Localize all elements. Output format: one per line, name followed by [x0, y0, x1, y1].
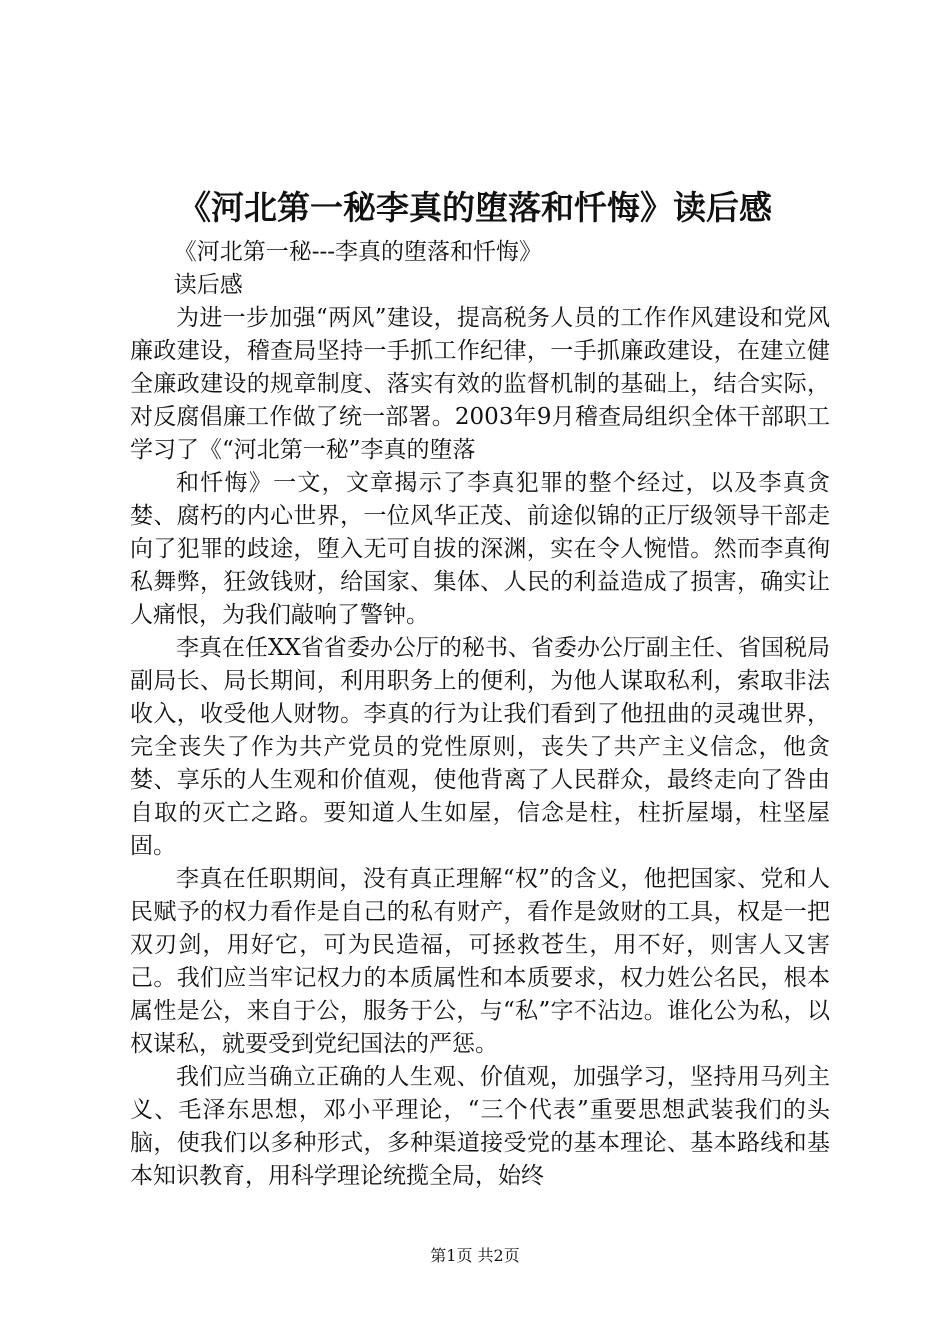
subtitle-line-2: 读后感 — [173, 272, 243, 298]
document-title: 《河北第一秘李真的堕落和忏悔》读后感 — [178, 188, 772, 227]
page-footer: 第1页 共2页 — [430, 1246, 520, 1265]
paragraph-2: 和忏悔》一文，文章揭示了李真犯罪的整个经过，以及李真贪婪、腐朽的内心世界，一位风华正茂、前途似锦的正厅级领导干部走向了犯罪的歧途，堕入无可自拔的深渊，实在令人惋惜。然而李真徇私舞弊，狂敛钱财，给国家、集体、人民的利益造成了损害，确实让人痛恨，为我们敲响了警钟。 — [130, 470, 830, 628]
document-body — [130, 236, 830, 1193]
paragraph-3: 李真在任XX省省委办公厅的秘书、省委办公厅副主任、省国税局副局长、局长期间，利用职务上的便利，为他人谋取私利，索取非法收入，收受他人财物。李真的行为让我们看到了他扭曲的灵魂世界，完全丧失了作为共产党员的党性原则，丧失了共产主义信念，他贪婪、享乐的人生观和价值观，使他背离了人民群众，最终走向了咎由自取的灭亡之路。要知道人生如屋，信念是柱，柱折屋塌，柱坚屋固。 — [130, 635, 830, 859]
subtitle-line-1: 《河北第一秘---李真的堕落和忏悔》 — [173, 239, 543, 265]
paragraph-4: 李真在任职期间，没有真正理解“权”的含义，他把国家、党和人民赋予的权力看作是自己的私有财产，看作是敛财的工具，权是一把双刃剑，用好它，可为民造福，可拯救苍生，用不好，则害人又害己。我们应当牢记权力的本质属性和本质要求，权力姓公名民，根本属性是公，来自于公，服务于公，与“私”字不沾边。谁化公为私，以权谋私，就要受到党纪国法的严惩。 — [130, 866, 830, 1057]
paragraph-1: 为进一步加强“两风”建设，提高税务人员的工作作风建设和党风廉政建设，稽查局坚持一手抓工作纪律，一手抓廉政建设，在建立健全廉政建设的规章制度、落实有效的监督机制的基础上，结合实际，对反腐倡廉工作做了统一部署。2003年9月稽查局组织全体干部职工学习了《“河北第一秘”李真的堕落 — [130, 305, 830, 463]
paragraph-5: 我们应当确立正确的人生观、价值观，加强学习，坚持用马列主义、毛泽东思想，邓小平理论，“三个代表”重要思想武装我们的头脑，使我们以多种形式，多种渠道接受党的基本理论、基本路线和基本知识教育，用科学理论统揽全局，始终 — [130, 1064, 830, 1189]
